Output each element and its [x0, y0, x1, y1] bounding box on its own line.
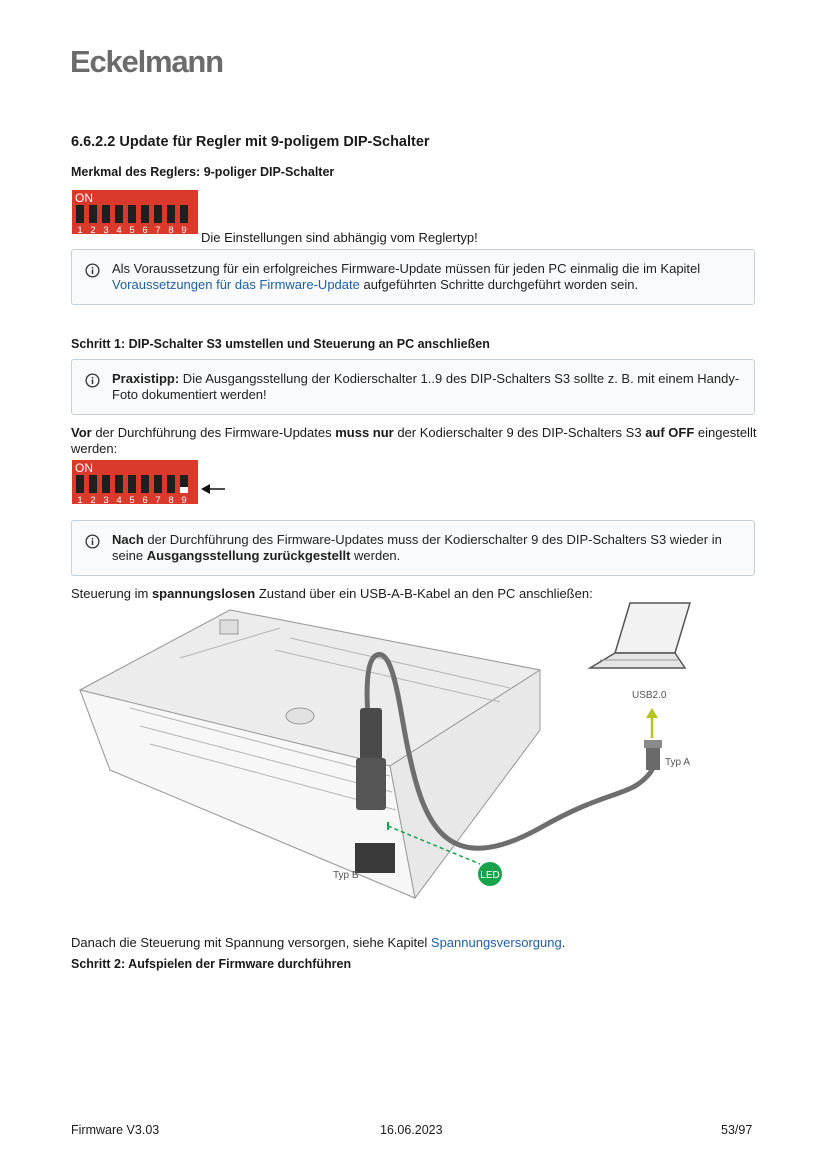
dip-levers	[76, 475, 188, 493]
section-heading: 6.6.2.2 Update für Regler mit 9-poligem DIP-Schalter	[71, 134, 430, 150]
text: Steuerung im	[71, 586, 152, 601]
bold-auf-off: auf OFF	[645, 425, 695, 440]
dip-caption: Die Einstellungen sind abhängig vom Reglertyp!	[201, 230, 478, 245]
label-typ-a: Typ A	[665, 757, 691, 768]
usb-b-connector	[356, 758, 386, 810]
text: eingestellt werden:	[71, 425, 757, 456]
dip-number: 6	[142, 495, 148, 504]
dip-number: 9	[181, 495, 187, 504]
laptop-icon	[590, 603, 690, 668]
dip-number: 3	[103, 495, 109, 504]
usb-b-plug	[360, 708, 382, 763]
label-led: LED	[480, 870, 500, 881]
feature-heading: Merkmal des Reglers: 9-poliger DIP-Schalter	[71, 165, 335, 179]
step2-heading: Schritt 2: Aufspielen der Firmware durchführen	[71, 957, 352, 971]
dip-number: 7	[155, 225, 161, 234]
usb-b-port	[355, 843, 395, 873]
bold-muss-nur: muss nur	[335, 425, 394, 440]
dip-switch-image	[72, 190, 198, 234]
footer-date: 16.06.2023	[380, 1123, 443, 1137]
tip-text: Die Ausgangsstellung der Kodierschalter 1..9 des DIP-Schalters S3 sollte z. B. mit einem Handy-Foto dokumentiert werden!	[112, 371, 740, 402]
footer-page-number: 53/97	[721, 1123, 753, 1137]
dip-switch-9-off-image	[72, 460, 198, 504]
info-icon	[85, 373, 100, 388]
link-spannungsversorgung[interactable]: Spannungsversorgung	[430, 935, 562, 950]
dip-number: 1	[77, 225, 83, 234]
dip-number: 9	[181, 225, 187, 234]
dip-number: 8	[168, 495, 174, 504]
dip-number: 7	[155, 495, 161, 504]
info-icon	[85, 263, 100, 278]
controller-device	[80, 610, 540, 898]
step1-heading: Schritt 1: DIP-Schalter S3 umstellen und Steuerung an PC anschließen	[71, 337, 490, 351]
arrow-left-icon	[200, 482, 226, 496]
bold-spannungslosen: spannungslosen	[151, 586, 256, 601]
bold-vor: Vor	[71, 425, 92, 440]
dip-number: 4	[116, 225, 122, 234]
connection-illustration	[70, 598, 760, 924]
note-text: Als Voraussetzung für ein erfolgreiches Firmware-Update müssen für jeden PC einmalig die im Kapitel	[112, 261, 701, 276]
dip-number: 2	[90, 225, 96, 234]
dip-number: 6	[142, 225, 148, 234]
dip-on-label: ON	[75, 461, 93, 475]
dip-number: 8	[168, 225, 174, 234]
dip-number: 5	[129, 225, 135, 234]
link-prerequisites[interactable]: Voraussetzungen für das Firmware-Update	[112, 277, 360, 292]
dip-number: 5	[129, 495, 135, 504]
text: der Kodierschalter 9 des DIP-Schalters S3	[393, 425, 646, 440]
bold-nach: Nach	[112, 532, 144, 547]
info-icon	[85, 534, 100, 549]
dip-levers	[76, 205, 188, 223]
tip-label: Praxistipp:	[112, 371, 180, 386]
label-usb20: USB2.0	[632, 690, 667, 701]
info-note-prerequisites	[71, 249, 755, 305]
text: werden.	[350, 548, 401, 563]
eckelmann-logo: Eckelmann	[70, 44, 223, 79]
text: Zustand über ein USB-A-B-Kabel an den PC anschließen:	[255, 586, 593, 601]
paragraph-switch-off	[71, 425, 761, 457]
text: .	[561, 935, 566, 950]
paragraph-power	[71, 935, 565, 951]
dip-number: 4	[116, 495, 122, 504]
bold-ausgangsstellung: Ausgangsstellung zurückgestellt	[146, 548, 351, 563]
info-note-restore	[71, 520, 755, 576]
dip-number: 3	[103, 225, 109, 234]
text: der Durchführung des Firmware-Updates	[91, 425, 336, 440]
dip-number: 1	[77, 495, 83, 504]
dip-number: 2	[90, 495, 96, 504]
dip-on-label: ON	[75, 191, 93, 205]
info-note-tip	[71, 359, 755, 415]
note-text: aufgeführten Schritte durchgeführt worden sein.	[359, 277, 639, 292]
footer-firmware-version: Firmware V3.03	[71, 1123, 160, 1137]
text: der Durchführung des Firmware-Updates muss der Kodierschalter 9 des DIP-Schalters S3 wieder in seine	[112, 532, 722, 563]
label-typ-b: Typ B	[333, 870, 359, 881]
text: Danach die Steuerung mit Spannung versorgen, siehe Kapitel	[71, 935, 431, 950]
